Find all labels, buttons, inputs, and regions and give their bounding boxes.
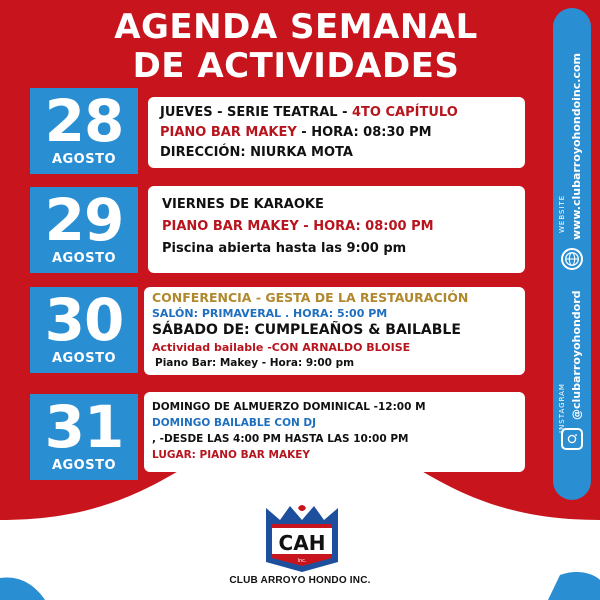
event-day: 29 <box>44 186 124 254</box>
logo-caption: CLUB ARROYO HONDO INC. <box>229 575 371 586</box>
event-text: 4TO CAPÍTULO <box>352 105 458 120</box>
event-line <box>162 216 515 238</box>
event-text: Piano Bar: Makey - Hora: 9:00 pm <box>155 357 355 369</box>
event-details <box>148 186 525 273</box>
event-details <box>148 97 525 168</box>
event-text: DOMINGO DE ALMUERZO DOMINICAL -12:00 M <box>152 401 426 413</box>
date-box <box>30 287 138 373</box>
event-month: AGOSTO <box>51 351 117 366</box>
instagram-label: INSTAGRAM <box>558 383 566 433</box>
date-box <box>30 394 138 480</box>
event-text: , -DESDE LAS 4:00 PM HASTA LAS 10:00 PM <box>152 433 409 445</box>
club-logo <box>262 500 342 572</box>
instagram-icon <box>561 428 583 450</box>
website-label: WEBSITE <box>558 194 566 233</box>
event-day: 31 <box>44 393 124 461</box>
event-line <box>160 143 515 163</box>
date-box <box>30 88 138 174</box>
website-link[interactable]: www.clubarroyohondoinc.com <box>570 52 583 240</box>
event-details <box>144 392 525 472</box>
instagram-link[interactable]: @clubarroyohondord <box>570 290 583 420</box>
event-text: Piscina abierta hasta las 9:00 pm <box>162 241 407 256</box>
title-line-2: DE ACTIVIDADES <box>132 46 460 86</box>
event-text: PIANO BAR MAKEY <box>160 125 297 140</box>
event-line <box>162 194 515 216</box>
event-month: AGOSTO <box>51 458 117 473</box>
event-text: DOMINGO BAILABLE CON DJ <box>152 417 317 429</box>
event-day: 28 <box>44 87 124 155</box>
logo-mark: CAH <box>278 531 326 555</box>
page-title <box>0 7 600 86</box>
event-text: SALÓN: PRIMAVERAL . HORA: 5:00 PM <box>152 307 388 320</box>
event-text: SÁBADO DE: CUMPLEAÑOS & BAILABLE <box>152 322 461 338</box>
event-line <box>162 238 515 260</box>
globe-icon <box>561 248 583 270</box>
event-text: - HORA: 08:30 PM <box>296 125 432 140</box>
logo-small-text: Inc. <box>297 558 307 564</box>
event-details <box>144 287 525 375</box>
event-month: AGOSTO <box>51 251 117 266</box>
event-month: AGOSTO <box>51 152 117 167</box>
event-text: CONFERENCIA - GESTA DE LA RESTAURACIÓN <box>152 290 469 305</box>
event-line <box>160 123 515 143</box>
date-box <box>30 187 138 273</box>
title-line-1: AGENDA SEMANAL <box>114 7 478 47</box>
event-text: DIRECCIÓN: NIURKA MOTA <box>160 145 353 160</box>
event-text: LUGAR: PIANO BAR MAKEY <box>152 449 310 461</box>
contact-sidebar <box>553 8 591 500</box>
event-text: PIANO BAR MAKEY - HORA: 08:00 PM <box>162 219 434 234</box>
event-text: VIERNES DE KARAOKE <box>162 197 324 212</box>
event-line <box>160 103 515 123</box>
event-day: 30 <box>44 286 124 354</box>
event-text: JUEVES - SERIE TEATRAL - <box>160 105 352 120</box>
event-text: Actividad bailable -CON ARNALDO BLOISE <box>152 341 411 354</box>
